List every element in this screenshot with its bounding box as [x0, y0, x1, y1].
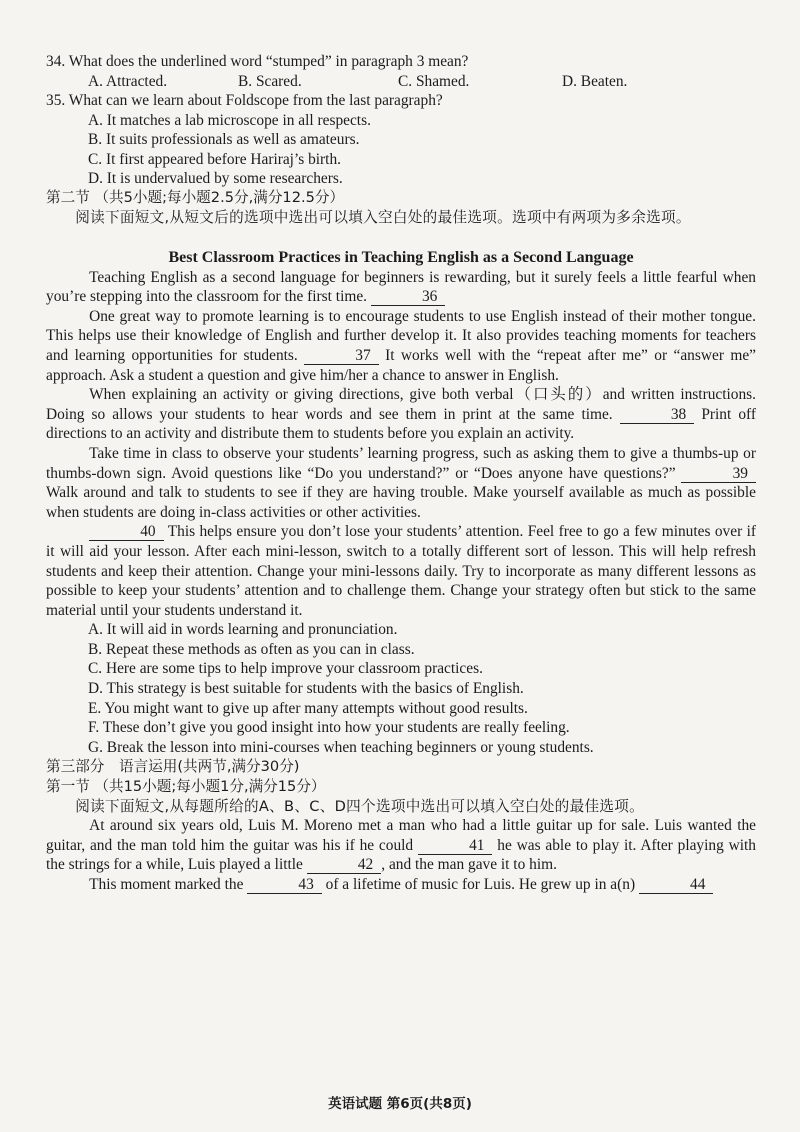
choice-e: E. You might want to give up after many attempts without good results.: [88, 699, 528, 717]
paragraph-text: At around six years old, Luis M. Moreno met a man who had a little guitar up for sale. Luis wanted the guitar, and the man told him the guitar was his if he could: [46, 817, 756, 854]
answer-choices: [46, 620, 756, 757]
choice-g: G. Break the lesson into mini-courses when teaching beginners or young students.: [88, 738, 594, 756]
article-paragraph-2: [46, 307, 756, 385]
section-2: [46, 188, 756, 227]
section-2-instruction: 阅读下面短文,从短文后的选项中选出可以填入空白处的最佳选项。选项中有两项为多余选项。: [75, 208, 691, 226]
paragraph-text: Print off directions to an activity and distribute them to students before you explain an activity.: [46, 405, 756, 443]
paragraph-text: Teaching English as a second language for beginners is rewarding, but it surely feels a little fearful when you’re stepping into the classroom for the first time.: [46, 268, 756, 306]
question-34-stem: 34. What does the underlined word “stumped” in paragraph 3 mean?: [46, 53, 469, 70]
paragraph-text: Take time in class to observe your students’ learning progress, such as asking them to give a thumbs-up or thumbs-down sign. Avoid questions like “Do you understand?” or “Does anyone have questions?”: [46, 444, 756, 482]
section-2-heading: 第二节 （共5小题;每小题2.5分,满分12.5分）: [46, 189, 345, 206]
blank-37[interactable]: 37: [304, 348, 379, 365]
blank-43[interactable]: 43: [247, 877, 322, 894]
paragraph-text: When explaining an activity or giving directions, give both verbal（口头的）and written instructions. Doing so allows your students to hear words and see them in print at the same time.: [46, 386, 756, 423]
part-3-paragraph-1: [46, 816, 756, 875]
option-a: A. Attracted.: [88, 72, 168, 90]
part-3-subheading: 第一节 （共15小题;每小题1分,满分15分）: [46, 778, 326, 796]
option-a: A. It matches a lab microscope in all respects.: [88, 111, 371, 129]
blank-40[interactable]: 40: [89, 524, 164, 541]
option-b: B. Scared.: [238, 72, 302, 90]
paragraph-text: he was able to play it. After playing with the strings for a while, Luis played a little: [46, 836, 756, 874]
paragraph-text: This helps ensure you don’t lose your students’ attention. Feel free to go a few minutes over if it will aid your lesson. After each mini-lesson, switch to a totally different sort of lesson. This will help refresh students and keep their attention. Change your mini-lessons daily. Try to incorporate as many different lessons as possible to keep your students’ attention and to challenge them. Change your strategy often but stick to the same material until your students understand it.: [46, 523, 756, 619]
choice-c: C. Here are some tips to help improve your classroom practices.: [88, 660, 483, 678]
blank-41[interactable]: 41: [418, 838, 493, 855]
paragraph-text: Walk around and talk to students to see if they are having trouble. Make yourself available as much as possible when students are doing in-class activities or other activities.: [46, 484, 756, 521]
option-c: C. Shamed.: [398, 72, 470, 90]
blank-36[interactable]: 36: [371, 289, 446, 306]
cloze-article: [46, 248, 756, 895]
option-b: B. It suits professionals as well as amateurs.: [88, 131, 360, 149]
choice-f: F. These don’t give you good insight into how your students are really feeling.: [88, 719, 570, 737]
paragraph-text: , and the man gave it to him.: [381, 856, 557, 874]
question-34: [46, 52, 756, 91]
option-c: C. It first appeared before Hariraj’s birth.: [88, 150, 341, 168]
choice-d: D. This strategy is best suitable for students with the basics of English.: [88, 680, 524, 698]
option-d: D. It is undervalued by some researchers.: [88, 170, 343, 188]
question-35-stem: 35. What can we learn about Foldscope from the last paragraph?: [46, 92, 443, 109]
paragraph-text: This moment marked the: [89, 876, 244, 893]
article-title: Best Classroom Practices in Teaching English as a Second Language: [168, 249, 634, 266]
question-35: [46, 91, 756, 189]
paragraph-text: of a lifetime of music for Luis. He grew up in a(n): [325, 876, 636, 893]
article-paragraph-1: [46, 268, 756, 307]
part-3-heading: 第三部分 语言运用(共两节,满分30分): [46, 758, 300, 776]
part-3-paragraph-2: [46, 875, 756, 895]
blank-42[interactable]: 42: [307, 857, 382, 874]
option-d: D. Beaten.: [562, 72, 628, 90]
article-paragraph-3: [46, 385, 756, 444]
blank-39[interactable]: 39: [681, 466, 756, 483]
choice-b: B. Repeat these methods as often as you can in class.: [88, 640, 415, 658]
article-paragraph-4: [46, 444, 756, 522]
choice-a: A. It will aid in words learning and pronunciation.: [88, 621, 398, 639]
blank-44[interactable]: 44: [639, 877, 714, 894]
page-footer: 英语试题 第6页(共8页): [328, 1096, 472, 1112]
part-3-instruction: 阅读下面短文,从每题所给的A、B、C、D四个选项中选出可以填入空白处的最佳选项。: [75, 797, 645, 815]
blank-38[interactable]: 38: [620, 407, 695, 424]
paragraph-text: It works well with the “repeat after me” or “answer me” approach. Ask a student a question and give him/her a chance to answer in English.: [46, 346, 756, 384]
article-paragraph-5: [46, 522, 756, 620]
question-34-options: [88, 72, 756, 92]
paragraph-text: One great way to promote learning is to encourage students to use English instead of their mother tongue. This helps use their knowledge of English and further develop it. It also provides teaching moments for teachers and learning opportunities for students.: [46, 307, 756, 364]
